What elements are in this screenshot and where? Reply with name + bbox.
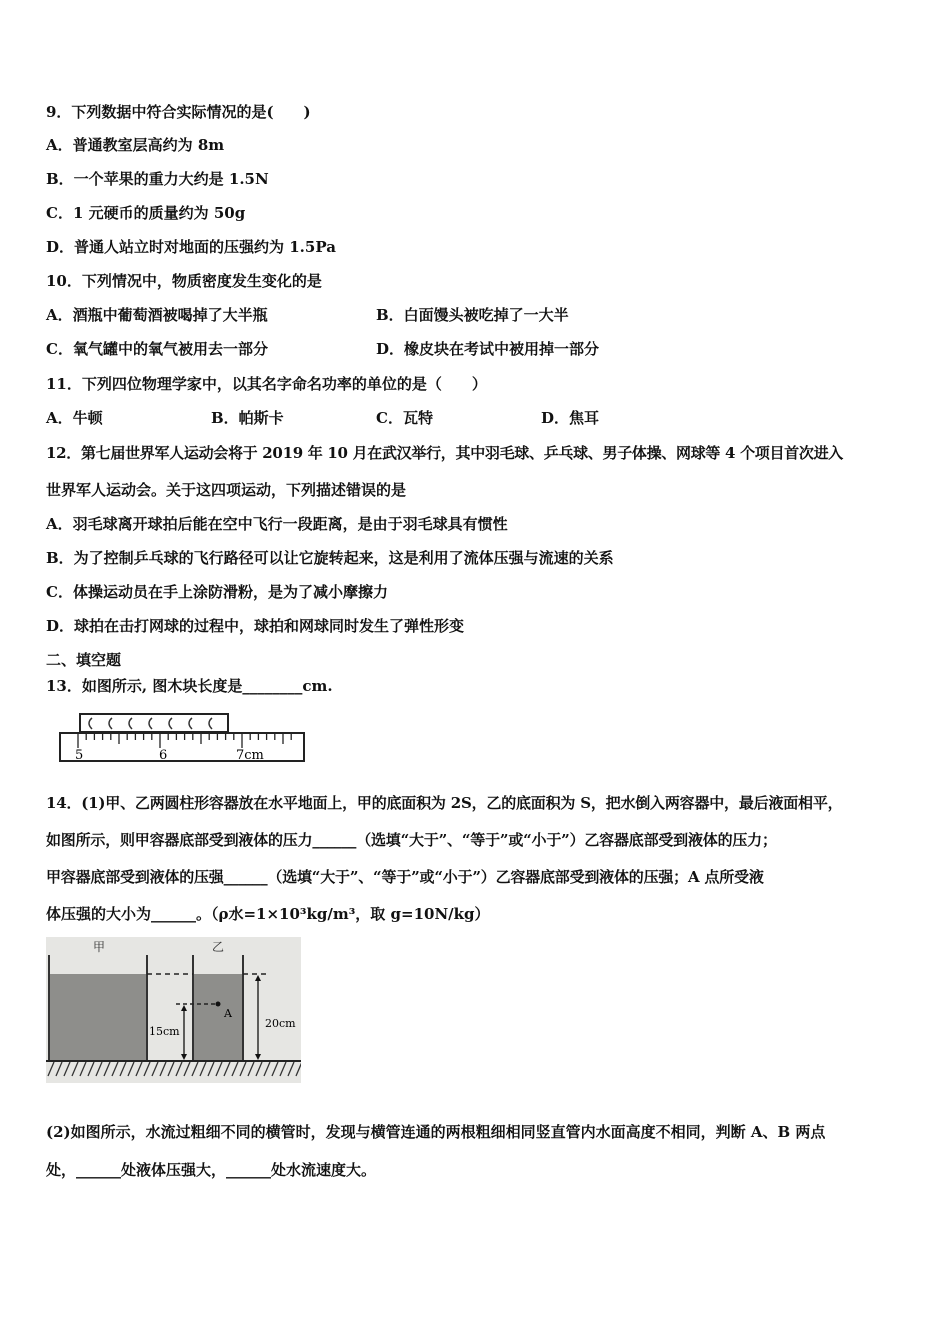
q12-option-d: D．球拍在击打网球的过程中，球拍和网球同时发生了弹性形变 xyxy=(46,617,465,635)
q14-line2: 如图所示，则甲容器底部受到液体的压力______（选填“大于”、“等于”或“小于”）乙容器底部受到液体的压力； xyxy=(46,831,777,849)
q14-line3: 甲容器底部受到液体的压强______（选填“大于”、“等于”或“小于”）乙容器底部受到液体的压强；A 点所受液 xyxy=(46,868,764,886)
jia-water xyxy=(49,974,147,1060)
yi-water xyxy=(193,974,243,1060)
q12-stem-line1: 12．第七届世界军人运动会将于 2019 年 10 月在武汉举行，其中羽毛球、乒乓球、男子体操、网球等 4 个项目首次进入 xyxy=(46,444,843,462)
q11-option-c: C．瓦特 xyxy=(376,409,433,427)
containers-figure xyxy=(46,937,301,1083)
q12-option-a: A．羽毛球离开球拍后能在空中飞行一段距离，是由于羽毛球具有惯性 xyxy=(46,515,508,533)
q14-part2-line2: 处，______处液体压强大，______处水流速度大。 xyxy=(46,1161,377,1179)
q10-option-b: B．白面馒头被吃掉了一大半 xyxy=(376,306,569,324)
ruler-label-5: 5 xyxy=(75,748,84,763)
point-a xyxy=(216,1002,221,1007)
ruler-figure xyxy=(58,712,308,764)
q9-option-b: B．一个苹果的重力大约是 1.5N xyxy=(46,170,269,188)
q9-option-a: A．普通教室层高约为 8m xyxy=(46,136,225,154)
q10-option-d: D．橡皮块在考试中被用掉一部分 xyxy=(376,340,600,358)
q12-option-c: C．体操运动员在手上涂防滑粉，是为了减小摩擦力 xyxy=(46,583,388,601)
label-20cm: 20cm xyxy=(265,1017,296,1030)
q12-option-b: B．为了控制乒乓球的飞行路径可以让它旋转起来，这是利用了流体压强与流速的关系 xyxy=(46,549,614,567)
q10-option-a: A．酒瓶中葡萄酒被喝掉了大半瓶 xyxy=(46,306,268,324)
ruler-body xyxy=(60,733,304,761)
label-yi: 乙 xyxy=(212,940,225,954)
q9-option-c: C．1 元硬币的质量约为 50g xyxy=(46,204,246,222)
q9-option-d: D．普通人站立时对地面的压强约为 1.5Pa xyxy=(46,238,336,256)
q12-stem-line2: 世界军人运动会。关于这四项运动，下列描述错误的是 xyxy=(46,481,407,499)
ruler-label-7cm: 7cm xyxy=(236,748,264,763)
q14-line1: 14．(1)甲、乙两圆柱形容器放在水平地面上，甲的底面积为 2S，乙的底面积为 S，把水倒入两容器中，最后液面相平， xyxy=(46,794,843,812)
q10-stem: 10．下列情况中，物质密度发生变化的是 xyxy=(46,272,322,290)
q14-part2-line1: (2)如图所示，水流过粗细不同的横管时，发现与横管连通的两根粗细相同竖直管内水面高度不相同，判断 A、B 两点 xyxy=(46,1123,826,1141)
q11-option-b: B．帕斯卡 xyxy=(211,409,284,427)
wood-block xyxy=(80,714,228,732)
label-a: A xyxy=(224,1007,232,1020)
section-heading: 二、填空题 xyxy=(46,651,122,669)
q14-line4: 体压强的大小为______。（ρ水=1×10³kg/m³，取 g=10N/kg） xyxy=(46,905,490,923)
label-15cm: 15cm xyxy=(149,1025,180,1038)
label-jia: 甲 xyxy=(93,940,106,954)
q11-option-d: D．焦耳 xyxy=(541,409,600,427)
ruler-label-6: 6 xyxy=(159,748,168,763)
q9-stem: 9．下列数据中符合实际情况的是( ) xyxy=(46,103,311,121)
q11-stem: 11．下列四位物理学家中，以其名字命名功率的单位的是（ ） xyxy=(46,375,487,393)
q10-option-c: C．氧气罐中的氧气被用去一部分 xyxy=(46,340,268,358)
q13-stem: 13．如图所示, 图木块长度是________cm. xyxy=(46,677,333,695)
q11-option-a: A．牛顿 xyxy=(46,409,103,427)
